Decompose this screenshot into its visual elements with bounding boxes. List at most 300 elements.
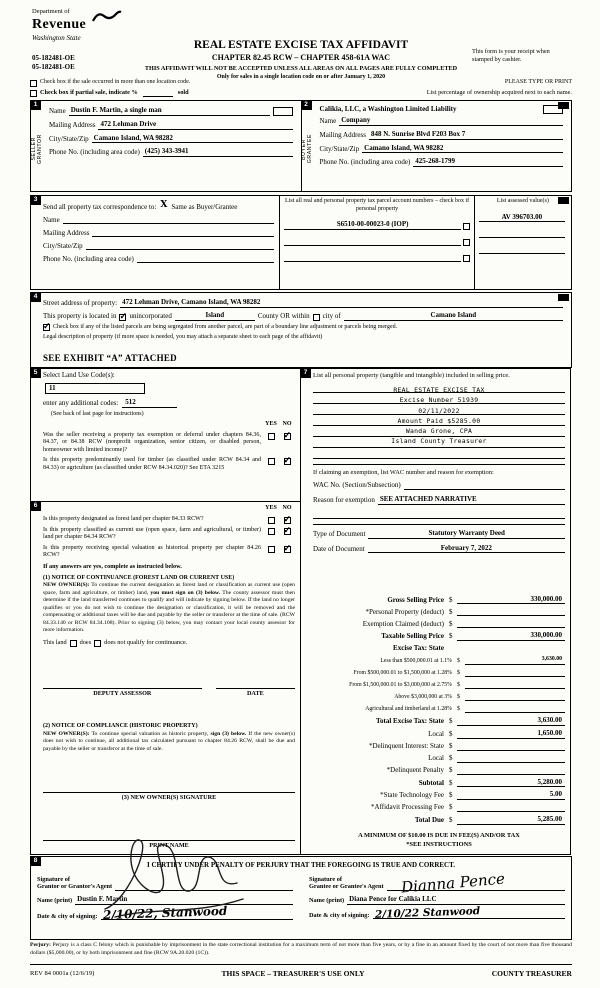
please-type-note: PLEASE TYPE OR PRINT: [504, 79, 572, 85]
seller-name-value[interactable]: Dustin F. Martin, a single man: [69, 106, 270, 116]
taxable-selling-price-row: [313, 631, 565, 641]
delinquent-interest-state-value[interactable]: [457, 742, 565, 751]
if-yes-note: If any answers are yes, complete as instructed below.: [43, 562, 182, 570]
notice-continuance-body-b: you must sign on (3) below.: [150, 589, 221, 596]
seller-vertical-label: [31, 101, 44, 191]
section4-badge: 4: [30, 292, 41, 302]
question-historic-text: Is this property receiving special valuation as historical property per chapter 84.26 RCW?: [43, 544, 261, 559]
subtotal-label: Subtotal: [418, 778, 444, 787]
grantor-date-row: [37, 903, 293, 922]
state-tier2-value[interactable]: [465, 668, 565, 677]
left-column: [30, 368, 301, 855]
dollar-sign: $: [457, 657, 460, 664]
exemption-claimed-label: Exemption Claimed (deduct): [362, 619, 444, 628]
q-historic-yes-checkbox[interactable]: [268, 546, 275, 553]
perjury-lead: Perjury:: [30, 942, 51, 948]
excise-tax-state-header-blank: [457, 644, 565, 653]
correspondence-mailing-input[interactable]: [92, 228, 274, 237]
notice-compliance: [43, 723, 295, 753]
question-current-use: [43, 527, 295, 542]
land-does-not-label: does not qualify for continuance.: [104, 639, 188, 647]
designation-section: [30, 502, 301, 855]
notice-compliance-owner: NEW OWNER(S):: [43, 731, 90, 738]
correspondence-name-input[interactable]: [63, 215, 275, 224]
state-tier3-row: [313, 680, 565, 689]
buyer-csz-value[interactable]: Camano Island, WA 98282: [362, 144, 563, 154]
personal-property-deduct-label: *Personal Property (deduct): [365, 607, 444, 616]
land-use-code-box[interactable]: [45, 383, 145, 394]
state-tier4-row: [313, 692, 565, 701]
land-does-not-checkbox[interactable]: [94, 640, 101, 647]
deputy-assessor-label: DEPUTY ASSESSOR: [93, 689, 152, 697]
correspondence-phone-input[interactable]: [137, 254, 275, 263]
multi-location-label: Check box if the sale occurred in more than one location code.: [40, 79, 191, 85]
excise-tax-state-header-row: [313, 644, 565, 653]
bottom-bar: [30, 964, 572, 978]
city-of-label: city of: [322, 311, 341, 320]
parcel-header: List all real and personal property tax parcel account numbers – check box if personal property: [285, 198, 470, 212]
grantee-signature-column: [309, 869, 565, 921]
gross-selling-price-row: [313, 595, 565, 605]
ruled-line[interactable]: [313, 448, 565, 459]
q-current-use-yes-checkbox[interactable]: [268, 528, 275, 535]
dollar-sign: $: [449, 803, 453, 812]
dollar-sign: $: [449, 753, 453, 762]
city-checkbox[interactable]: [313, 314, 320, 321]
segregation-checkbox[interactable]: [43, 324, 50, 331]
grantee-signature-line[interactable]: [387, 869, 565, 897]
delinquent-penalty-value[interactable]: [457, 766, 565, 775]
parcel-number-input-2[interactable]: [284, 237, 460, 246]
logo-dept-text: Department of: [32, 8, 70, 15]
print-name-label: PRINT NAME: [149, 842, 189, 850]
wac-number-row: [313, 481, 565, 490]
grantor-date-city-label: Date & city of signing:: [37, 912, 98, 920]
new-owner-signature-label: (3) NEW OWNER(S) SIGNATURE: [121, 793, 217, 801]
q-timber-no-checkbox[interactable]: [284, 458, 291, 465]
assessed-value[interactable]: AV 396703.00: [479, 213, 565, 223]
buyer-phone-label: Phone No. (including area code): [319, 158, 411, 167]
stamp-cashier-name: Wanda Grone, CPA: [405, 427, 473, 436]
question-current-use-text: Is this property classified as current use (open space, farm and agricultural, or timber) land per chapter 84.34 RCW?: [43, 526, 261, 541]
buyer-fields: [315, 101, 572, 191]
stamp-amount-paid: Amount Paid $5285.00: [397, 416, 481, 425]
rev-form-number: REV 84 0001a (12/6/19): [30, 969, 95, 977]
personal-property-deduct-value[interactable]: [457, 607, 565, 616]
wac-number-label: WAC No. (Section/Subsection): [313, 481, 401, 490]
taxable-selling-price-value[interactable]: 330,000.00: [457, 631, 565, 641]
correspondence-name-row: [43, 215, 274, 224]
form-number-1: 05-182481-OE: [32, 54, 75, 62]
deputy-assessor-date-line[interactable]: [216, 679, 295, 689]
print-name-line[interactable]: [43, 831, 295, 841]
subtotal-value[interactable]: 5,280.00: [457, 778, 565, 788]
personal-property-lines: [313, 382, 565, 459]
county-or-label: County OR within: [257, 311, 310, 320]
document-type-value[interactable]: Statutory Warranty Deed: [368, 529, 565, 539]
subtotal-row: [313, 778, 565, 788]
dollar-sign: $: [449, 717, 453, 726]
divider: [313, 464, 565, 465]
grantor-date-city-value: 2/10/22, Stanwood: [102, 903, 228, 922]
state-tier3-value[interactable]: [465, 680, 565, 689]
agricultural-rate-value[interactable]: [465, 704, 565, 713]
partial-sale-checkbox[interactable]: [30, 90, 37, 97]
grantor-name-row: [37, 895, 293, 905]
chapter-subtitle: CHAPTER 82.45 RCW – CHAPTER 458-61A WAC: [211, 53, 391, 63]
segregation-label: Check box if any of the listed parcels are being segregated from another parcel, are part of a boundary line adjustment or parcels being merged.: [53, 323, 398, 330]
parcel-number-value[interactable]: S6510-00-00023-0 (IOP): [284, 220, 460, 230]
section6-yes-header: YES: [265, 505, 277, 511]
affidavit-processing-fee-row: [313, 803, 565, 812]
correspondence-column: [31, 196, 279, 289]
wac-number-input[interactable]: [404, 481, 565, 490]
additional-codes-value[interactable]: 512: [122, 398, 177, 408]
unincorporated-checkbox[interactable]: [119, 314, 126, 321]
partial-sale-suffix: sold: [177, 89, 189, 97]
notice-continuance: [43, 575, 295, 635]
seller-name-row: [49, 106, 293, 116]
assessed-column: [474, 196, 571, 289]
form-header: [30, 8, 572, 98]
divider: [313, 524, 565, 525]
seller-phone-value[interactable]: (425) 343-3941: [143, 147, 293, 157]
total-excise-state-label: Total Excise Tax: State: [376, 717, 444, 726]
city-name-value[interactable]: Camano Island: [344, 311, 563, 321]
seller-phone-row: [49, 147, 293, 157]
total-excise-local-label: Local: [428, 729, 444, 738]
state-technology-fee-value[interactable]: 5.00: [457, 790, 565, 800]
personal-property-label: List all personal property (tangible and intangible) included in selling price.: [313, 372, 510, 379]
dollar-sign: $: [449, 765, 453, 774]
assessed-input-2[interactable]: [479, 229, 565, 238]
document-type-label: Type of Document: [313, 529, 366, 538]
dollar-sign: $: [449, 791, 453, 800]
located-in-row: [43, 311, 566, 321]
assessed-blank-row-2: [479, 245, 567, 254]
logo-revenue-text: Revenue: [32, 17, 87, 33]
document-date-value[interactable]: February 7, 2022: [368, 544, 565, 554]
section6-no-header: NO: [282, 505, 292, 511]
stamp-date: 02/11/2022: [418, 406, 460, 415]
grantor-signature-column: [37, 872, 293, 921]
state-tier1-row: [313, 656, 565, 665]
land-use-select-label: Select Land Use Code(s):: [43, 371, 115, 379]
form-title: REAL ESTATE EXCISE TAX AFFIDAVIT: [193, 39, 409, 51]
buyer-name-label: Name: [319, 117, 337, 125]
grantee-date-city-line[interactable]: [373, 904, 565, 921]
correspondence-name-label: Name: [43, 215, 60, 224]
deputy-assessor-signature-line[interactable]: [43, 679, 202, 689]
question-exemption-deferral: [43, 432, 295, 455]
grantor-date-city-line[interactable]: [101, 903, 293, 922]
state-tier4-value[interactable]: [465, 692, 565, 701]
additional-codes-label: enter any additional codes:: [43, 398, 119, 407]
dollar-sign: $: [457, 669, 460, 676]
form-number-2: 05-182481-OE: [32, 63, 75, 72]
buyer-section: [301, 100, 573, 192]
exemption-claimed-value[interactable]: [457, 619, 565, 628]
question-forest-land: [43, 516, 295, 524]
question-timber-agriculture-text: Is this property predominantly used for timber (as classified under RCW 84.34 and 84.33) or agriculture (as classified under RCW 84.34.020)? See ETA 3215: [43, 457, 261, 471]
deputy-date-label: DATE: [246, 689, 264, 697]
land-use-code-value[interactable]: 11: [49, 383, 56, 392]
grantor-signature-row: [37, 876, 293, 891]
gross-selling-price-label: Gross Selling Price: [387, 595, 444, 604]
seller-side-bottom: GRANTOR: [36, 133, 43, 165]
q-timber-yes-checkbox[interactable]: [268, 458, 275, 465]
buyer-corner-mark: [558, 102, 569, 109]
additional-codes-row: [43, 398, 295, 408]
notice-continuance-body-c: The county assessor must then determine if the land transferred continues to qualify and will indicate by signing below. If the land no longer qualifies or you do not wish to continue the designation or classification, it will be removed and the compensating or additional taxes will be due and payable by the seller or transferor at the time of sale. (RCW 84.33.140 or RCW 84.34.108). Prior to signing (3) below, you may contact your local county assessor for more information.: [43, 589, 296, 633]
total-excise-state-value[interactable]: 3,630.00: [457, 716, 565, 726]
logo-flag-icon: [92, 8, 122, 24]
logo-state-text: Washington State: [32, 33, 81, 42]
tax-table: [313, 592, 565, 825]
total-excise-state-row: [313, 716, 565, 726]
total-excise-local-value[interactable]: 1,650.00: [457, 729, 565, 739]
delinquent-interest-local-value[interactable]: [457, 754, 565, 763]
seller-ownership-percent-box[interactable]: [273, 107, 293, 116]
agricultural-rate-label: Agricultural and timberland at 1.28%: [365, 705, 452, 712]
perjury-body: Perjury is a class C felony which is punishable by imprisonment in the state correctional institution for a maximum term of not more than five years, or by a fine in an amount fixed by the court of not more than five thousand dollars ($5,000.00), or by both imprisonment and fine (RCW 9A.20.020 (1C)).: [30, 942, 572, 956]
dollar-sign: $: [449, 632, 453, 641]
buyer-section-badge: 2: [301, 100, 312, 110]
state-tier3-label: From $1,500,000.01 to $3,000,000 at 2.75%: [349, 681, 452, 688]
buyer-side-top: BUYER: [301, 138, 308, 160]
land-does-checkbox[interactable]: [70, 640, 77, 647]
parcel-personal-checkbox-3[interactable]: [463, 255, 470, 262]
buyer-mailing-row: [320, 130, 564, 140]
exemption-intro: If claiming an exemption, list WAC number and reason for exemption:: [313, 469, 494, 477]
grantor-signature-line[interactable]: [115, 879, 293, 891]
seller-csz-label: City/State/Zip: [49, 134, 89, 143]
grantor-signature-label: [37, 876, 115, 891]
buyer-phone-row: [320, 157, 564, 167]
located-in-label: This property is located in: [43, 311, 117, 320]
correspondence-csz-label: City/State/Zip: [43, 241, 83, 250]
dollar-sign: $: [457, 705, 460, 712]
tax-computation-section: [300, 368, 571, 855]
q-historic-no-checkbox[interactable]: [284, 546, 291, 553]
q-exemption-yes-checkbox[interactable]: [268, 433, 275, 440]
title-block: [142, 38, 460, 82]
deputy-assessor-labels: [43, 690, 295, 698]
land-does-label: does: [79, 639, 92, 647]
buyer-vertical-label: [302, 101, 315, 191]
correspondence-csz-input[interactable]: [86, 241, 275, 250]
buyer-name-value[interactable]: Company: [339, 116, 563, 126]
gross-selling-price-value[interactable]: 330,000.00: [457, 595, 565, 605]
signature-columns: [37, 869, 565, 922]
delinquent-interest-local-label: Local: [428, 753, 444, 762]
affidavit-processing-fee-value[interactable]: [457, 803, 565, 812]
section8-badge: 8: [30, 856, 41, 866]
total-due-row: [313, 815, 565, 825]
buyer-mailing-label: Mailing Address: [319, 130, 366, 139]
certification-section: [30, 856, 572, 940]
seller-name-label: Name: [49, 107, 66, 115]
dollar-sign: $: [449, 816, 453, 825]
grantee-name-row: [309, 895, 565, 905]
grantee-signature-label: [309, 876, 387, 891]
delinquent-penalty-row: [313, 766, 565, 775]
ownership-percent-note: List percentage of ownership acquired next to each name.: [426, 89, 572, 97]
dollar-sign: $: [449, 729, 453, 738]
form-numbers: [32, 54, 75, 73]
land-use-section: [30, 368, 301, 502]
grantor-name-print-label: Name (print): [37, 897, 73, 905]
tax-correspondence-section: [30, 195, 572, 290]
question-historic: [43, 545, 295, 560]
q-current-use-no-checkbox[interactable]: [284, 528, 291, 535]
seller-csz-value[interactable]: Camano Island, WA 98282: [92, 134, 293, 144]
total-excise-local-row: [313, 729, 565, 739]
exemption-reason-blank-row: [313, 510, 565, 519]
seller-mailing-row: [49, 120, 293, 130]
buyer-name-wrap-value[interactable]: Calikia, LLC, a Washington Limited Liability: [319, 105, 457, 114]
total-due-value[interactable]: 5,285.00: [457, 815, 565, 825]
q-forest-no-checkbox[interactable]: [284, 517, 291, 524]
see-instructions-note: *SEE INSTRUCTIONS: [406, 841, 472, 849]
grantor-name-print-value[interactable]: Dustin F. Martin: [75, 895, 293, 905]
buyer-name-wrap-row: [320, 105, 564, 114]
grantee-signature-script: Dianna Pence: [400, 869, 506, 897]
state-tier1-label: Less than $500,000.01 at 1.1%: [380, 657, 452, 664]
land-qualify-row: [43, 639, 295, 647]
notice-compliance-title: (2) NOTICE OF COMPLIANCE (HISTORIC PROPERTY): [43, 723, 198, 730]
partial-sale-label: Check box if partial sale, indicate %: [40, 89, 138, 97]
new-owner-signature-line[interactable]: [43, 783, 295, 793]
dollar-sign: $: [449, 595, 453, 604]
treasurer-stamp: [313, 385, 565, 447]
parcel-personal-checkbox-2[interactable]: [463, 239, 470, 246]
q-forest-yes-checkbox[interactable]: [268, 517, 275, 524]
buyer-phone-value[interactable]: 425-268-1799: [413, 157, 563, 167]
grantor-signature-label-2: Grantor or Grantor's Agent: [37, 883, 113, 891]
state-technology-fee-label: *State Technology Fee: [380, 791, 444, 800]
parcel-blank-row-2: [284, 253, 469, 262]
same-as-buyer-mark[interactable]: X: [160, 200, 168, 210]
seller-mailing-value[interactable]: 472 Lehman Drive: [98, 120, 292, 130]
delinquent-interest-state-label: *Delinquent Interest: State: [368, 741, 444, 750]
header-line-1: [30, 79, 572, 87]
dollar-sign: $: [457, 681, 460, 688]
grantee-name-print-value[interactable]: Diana Pence for Calikia LLC: [347, 895, 565, 905]
assessed-input-3[interactable]: [479, 245, 565, 254]
minimum-due-text: A MINIMUM OF $10.00 IS DUE IN FEE(S) AND/OR TAX: [358, 831, 520, 839]
question-exemption-deferral-text: Was the seller receiving a property tax exemption or deferral under chapters 84.36, 84.37, or 84.38 RCW (nonprofit organization, senior citizen, or disabled person, homeowner with limited income)?: [43, 431, 261, 453]
section3-corner-mark: [558, 197, 569, 204]
assessed-blank-row-1: [479, 229, 567, 238]
correspondence-mailing-row: [43, 228, 274, 237]
grantor-signature-label-1: Signature of: [37, 875, 70, 883]
section6-badge: 6: [30, 501, 41, 511]
exemption-claimed-row: [313, 619, 565, 628]
county-name-value[interactable]: Island: [175, 311, 255, 321]
grantee-date-row: [309, 904, 565, 921]
section5-no-header: NO: [282, 421, 292, 427]
parcel-number-input-3[interactable]: [284, 253, 460, 262]
land-qualify-label: This land: [43, 639, 67, 647]
dept-revenue-logo: [32, 8, 86, 42]
street-address-value[interactable]: 472 Lehman Drive, Camano Island, WA 98282: [120, 298, 563, 308]
correspondence-send-row: [43, 200, 274, 211]
document-date-label: Date of Document: [313, 544, 365, 553]
minimum-due-note: [313, 831, 565, 850]
seller-side-top: SELLER: [30, 137, 37, 161]
dollar-sign: $: [457, 693, 460, 700]
dollar-sign: $: [449, 741, 453, 750]
notice-compliance-body-c: If the new owner(s) does not wish to continue, all additional tax calculated pursuant to chapter 84.26 RCW, shall be due and payable by the seller or transferor at the time of sale.: [43, 731, 295, 752]
delinquent-penalty-label: *Delinquent Penalty: [386, 765, 444, 774]
treasurer-use-label: THIS SPACE – TREASURER'S USE ONLY: [221, 969, 365, 978]
legal-description-label: Legal description of property (if more space is needed, you may attach a separate sheet to each page of the affidavit): [43, 334, 323, 340]
grantee-signature-label-1: Signature of: [309, 875, 342, 883]
correspondence-mailing-label: Mailing Address: [43, 228, 90, 237]
parcel-personal-checkbox-1[interactable]: [463, 223, 470, 230]
street-address-row: [43, 298, 566, 308]
question-timber-agriculture: [43, 457, 295, 472]
exemption-reason-value[interactable]: SEE ATTACHED NARRATIVE: [378, 495, 565, 505]
state-tier4-label: Above $3,000,000 at 3%: [394, 693, 452, 700]
state-tier2-row: [313, 668, 565, 677]
dollar-sign: $: [449, 607, 453, 616]
buyer-side-bottom: GRANTEE: [307, 134, 313, 164]
buyer-csz-label: City/State/Zip: [319, 144, 360, 153]
personal-property-deduct-row: [313, 607, 565, 616]
stamp-title: REAL ESTATE EXCISE TAX: [393, 386, 485, 395]
receipt-note: This form is your receipt when stamped by cashier.: [472, 48, 550, 64]
street-address-label: Street address of property:: [43, 299, 118, 307]
county-treasurer-label: COUNTY TREASURER: [491, 969, 572, 978]
parcel-value-row: [284, 220, 469, 230]
assessed-value-row: [479, 213, 567, 223]
exemption-reason-row: [313, 495, 565, 505]
seller-csz-row: [49, 134, 293, 144]
delinquent-interest-local-row: [313, 754, 565, 763]
section5-badge: 5: [30, 368, 41, 378]
buyer-csz-row: [320, 144, 564, 154]
q-exemption-no-checkbox[interactable]: [284, 433, 291, 440]
notice-compliance-body-b: sign (3) below.: [210, 731, 247, 738]
parcel-column: [279, 196, 473, 289]
buyer-mailing-value[interactable]: 848 N. Sunrise Blvd F203 Box 7: [369, 130, 563, 140]
notice-continuance-title: (1) NOTICE OF CONTINUANCE (FOREST LAND OR CURRENT USE): [43, 574, 235, 581]
grantee-name-print-label: Name (print): [309, 897, 345, 905]
state-tier2-label: From $500,000.01 to $1,500,000 at 1.28%: [353, 669, 452, 676]
seller-mailing-label: Mailing Address: [49, 120, 96, 129]
completion-warning: THIS AFFIDAVIT WILL NOT BE ACCEPTED UNLESS ALL AREAS ON ALL PAGES ARE FULLY COMPLETED: [144, 65, 458, 73]
correspondence-send-label: Send all property tax correspondence to:: [43, 202, 157, 211]
same-as-buyer-label: Same as Buyer/Grantee: [171, 202, 238, 211]
parties-row: [30, 100, 572, 192]
exemption-reason-input-2[interactable]: [313, 510, 565, 519]
agricultural-rate-row: [313, 704, 565, 713]
multi-location-checkbox[interactable]: [30, 80, 37, 87]
seller-section: [30, 100, 302, 192]
seller-phone-label: Phone No. (including area code): [49, 148, 140, 157]
question-forest-land-text: Is this property designated as forest land per chapter 84.33 RCW?: [43, 515, 204, 522]
section3-badge: 3: [30, 195, 41, 205]
partial-sale-percent-blank[interactable]: [143, 89, 173, 97]
state-tier1-value[interactable]: 3,630.00: [465, 656, 565, 665]
seller-fields: [44, 101, 301, 191]
dollar-sign: $: [449, 619, 453, 628]
grantee-date-city-value: 2/10/22 Stanwood: [374, 904, 480, 921]
section6-yesno-header: [43, 505, 295, 513]
notice-compliance-body-a: To continue special valuation as historic property,: [89, 731, 211, 738]
